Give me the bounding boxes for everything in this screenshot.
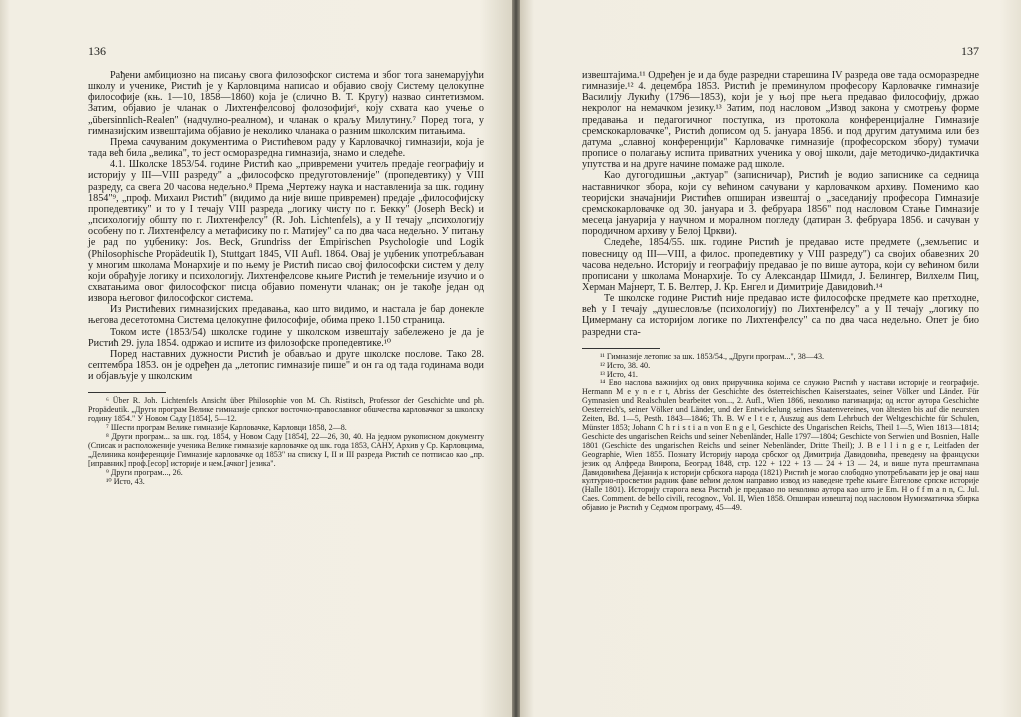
footnote: ¹³ Исто, 41. — [600, 369, 638, 379]
left-page-number: 136 — [88, 44, 106, 58]
footnote: ¹¹ Гимназије летопис за шк. 1853/54., „Други програм...", 38—43. — [600, 351, 825, 361]
left-paragraph: Рађени амбициозно на писању свога филозофског система и због тога занемарујући школу и ученике, Ристић је у Карловцима написао и објавио своју Систему целокупне философије (књ. 1—10, 1858—1860) која је (слично В. Т. Кругу) назвао синтетизмом. Затим, објавио је чланак о Лихтенфелсовој фолозофији⁶, коју схвата као учење о „übersinnlich-Realen" (надчулно-реалном), и чланак о краљу Милутину.⁷ Поред тога, у гимназијским извештајима објавио је неколико чланака о разним школским питањима. — [88, 70, 484, 137]
right-page-number: 137 — [961, 44, 979, 58]
left-paragraph: Поред наставних дужности Ристић је обављао и друге школске послове. Тако 28. септембра 1853. он је одређен да „летопис гимназије пише" и он га од тада годинама води и објављује у школским — [88, 348, 484, 383]
left-footnotes — [88, 397, 484, 486]
footnote: ¹⁰ Исто, 43. — [106, 476, 145, 486]
right-page — [520, 0, 1021, 717]
left-paragraph: Из Ристићевих гимназијских предавања, као што видимо, и настала је бар донекле његова десетотомна Система целокупне философије, обима преко 1.150 страница. — [88, 304, 484, 327]
footnote: ⁹ Други програм..., 26. — [106, 467, 183, 477]
footnote: ⁷ Шести програм Велике гимназије Карловачке, Карловци 1858, 2—8. — [106, 423, 347, 433]
right-paragraph: извештајима.¹¹ Одређен је и да буде разредни старешина IV разреда ове тада осморазредне гимназије.¹² 4. децембра 1853. Ристић је преминулом професору Карловачке гимназије Василију Лукићу (1796—1853), који је у њој пре њега предавао философију, држао некролог на немачком језику.¹³ Затим, под насловом „Извод закона у смотрењу форме предавања и педагогичног поступка, из протокола конференцијалне Гимназије сремскокарловачке", Ристић дописом од 5. јануара 1856. и под другим датумима или без датума „славној конференцији" Карловачке гимназије (професорском збору) тумачи прописе о полагању испита приватних ученика у овој школи, даје методичко-дидактичка упутства и на друге начине помаже рад школе. — [582, 70, 979, 171]
footnote: ⁶ Über R. Joh. Lichtenfels Ansicht über Philosophie von M. Ch. Ristitsch, Professor der Geschichte und ph. Propädeutik. „Други програм Велике гимназије српског восточно-православног обшчества карловачког за школску годину 1854." У Новом Саду [1854], 5—12. — [88, 396, 484, 424]
right-paragraph: Као дугогодишњи „актуар" (записничар), Ристић је водио записнике са седница наставничког збора, који су већином сачувани у карловачком архиву. Поменимо као теоријски значајнији Ристићев опширан извештај о „заседанију професора Гимназије сремскокарловачке од 30. јануара и 3. фебруара 1856" под насловом Стање Гимназије месеца јануарија у научном и моралном погледу (датиран 3. фебруара 1856. и сачуван у породичном архиву у Белој Цркви). — [582, 170, 979, 238]
footnote-divider — [88, 392, 166, 393]
footnote: ¹⁴ Ево наслова важнијих од ових приручника којима се служио Ристић у настави историје и географије. Hermann M e y n e r t, Abriss der Geschichte des österreichischen Kaiserstaates, seiner Völker und Länder. Für Gymnasien und Realschulen bearbeitet von..., 2. Aufl., Wien 1866, неколико пагинација; од истог аутора Geschichte Oesterreich's, seiner Völker und Länder, und der Entwickelung seines Staatenvereines, von ältesten bis auf die neursten Zeiten, Bd. 1—5, Pesth. 1843—1846; Th. B. W e l t e r, Auszug aus dem Lehrbuch der Weltgeschichte für Schulen, Münster 1853; Johann C h r i s t i a n von E n g e l, Geschicte des Ungarischen Reichs, Theil 1—5, Wien 1813—1814; Geschicte des ungarischen Reichs und seiner Nebenländer, Halle 1797—1804; Geschicte von Serwien und Bosnien, Halle 1801 (Geschicte des ungarischen Reichs und seiner Nebenländer, Dritte Theil); J. B e l l i n g e r, Leitfaden der Geographie, Wien 1855. Познату Историју народа србског од Димитрија Давидовића, преведену на француски језик од Алфреда Вииропа, Београд 1848, стр. 122 + 122 + 13 — 24 + 13 — 24, и више пута прештампана Давидовићева Дејанија к историји србскога народа (1821) Ристић је могао слободно употребљавати јер је овај наш културно-просветни радник фаве већим делом направио извод из наведене треће књиге Енгелове српске историје (Halle 1801). Историју старога века Ристић је предавао по неколико аутора као што је Em. H o f f m a n n, C. Jul. Caes. Comment. de bello civili, recognov., Vol. II, Wien 1858. Опширан извештај под насловом Нумизматичка збирка објавио је Ристић у Седмом програму, 45—49. — [582, 378, 979, 513]
book-gutter — [512, 0, 520, 717]
left-body-text — [88, 70, 484, 382]
right-paragraph: Те школске године Ристић није предавао исте философске предмете као претходне, већ у I течају „душесловље (психологију) по Лихтенфелсу" а у II течају „логику по Цимерману са историјом логике по Лихтенфелсу" са по два часа недељно. Опет је био разредни ста- — [582, 293, 979, 338]
left-paragraph: Током исте (1853/54) школске године у школском извештају забележено је да је Ристић 29. јула 1854. одржао и испите из филозофске пропедевтике.¹⁰ — [88, 326, 484, 349]
left-paragraph: Према сачуваним документима о Ристићевом раду у Карловачкој гимназији, која је тада већ била „велика", то јест осморазредна гимназија, знамо и следеће. — [88, 136, 484, 160]
right-paragraph: Следеће, 1854/55. шк. године Ристић је предавао исте предмете („земљепис и повесницу од III—VIII, а филос. пропедевтику у VIII разреду") са својих обавезних 20 часова недељно. Историју и географију предавао је по више аутора, који су већином били прописани у школама Монархије. То су Александар Шмидл, J. Белингер, Вилхелм Пиц, Херман Мајнерт, Т. Б. Велтер, J. Кр. Енгел и Димитрије Давидовић.¹⁴ — [582, 237, 979, 293]
footnote: ¹² Исто, 38. 40. — [600, 360, 651, 370]
left-paragraph: 4.1. Школске 1853/54. године Ристић као „привремени учитељ предаје географију и историју у III—VIII разреду" а „философско предуготовленије" (пропедевтику) у VIII разреду, са свега 20 часова недељно.⁸ Према „Чертежу наука и наставленија за шк. годину 1854"⁹, „проф. Михаил Ристић" (видимо да није више привремен) предаје „философијску пропедевтику" и то у I течају VIII разреда „логику чисту по г. Бекку" (Joseph Beck) и „психологију обшту по г. Лихтенфелсу" (R. Joh. Lichtenfels), а у II течају „психологију особену по г. Лихтенфелсу а метафисику по г. Матијеу" са по два часа недељно. У питању је рад по уџбенику: Jos. Beck, Grundriss der Empirischen Psychologie und Logik (Philosophische Propädeutik I), Stuttgart 1845, VII Aufl. 1864. Овај је уџбеник употребљаван у многим школама Монархије и по њему је Ристић писао свој философски систем у делу који обрађује логику и психологију. Лихтенфелсове књиге Ристић је темељније изучио и о схватањима овог философског писца објавио поменути чланак; он је такође један од извора његовог философског система. — [88, 159, 484, 305]
footnote-divider — [582, 348, 660, 349]
footnote: ⁸ Други програм... за шк. год. 1854, у Новом Саду [1854], 22—26, 30, 40. На једном рукописном документу (Списак и расположеније ученика Велике гимназије карловачке од шк. года 1853, САНУ, Архив у Ср. Карловцима, „Делиника конференције Гимназије карловачке од 1853" на списку I, II и III разреда Ристић се потписао као „пр.[иправник] проф.[есор] историје и нем.[ачког] језика". — [88, 432, 484, 468]
right-body-text — [582, 70, 979, 338]
right-footnotes — [582, 353, 979, 513]
